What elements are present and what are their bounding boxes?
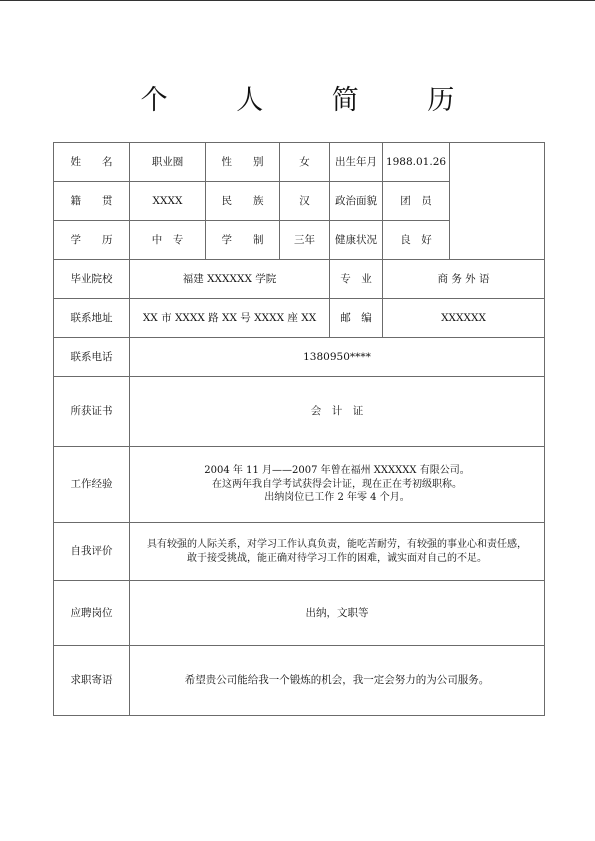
name-value: 职业圈	[130, 143, 206, 182]
row-phone	[54, 338, 545, 377]
page-title: 个 人 简 历	[140, 85, 485, 116]
certificates-label: 所获证书	[54, 377, 130, 447]
phone-label: 联系电话	[54, 338, 130, 377]
certificates-value: 会 计 证	[130, 377, 545, 447]
ethnicity-label: 民 族	[206, 182, 280, 221]
school-value: 福建 XXXXXX 学院	[130, 260, 330, 299]
position-label: 应聘岗位	[54, 581, 130, 646]
ethnicity-value: 汉	[280, 182, 330, 221]
row-position	[54, 581, 545, 646]
address-label: 联系地址	[54, 299, 130, 338]
row-certificates	[54, 377, 545, 447]
self-evaluation-value	[130, 523, 545, 581]
position-value: 出纳，文职等	[130, 581, 545, 646]
self-line: 敢于接受挑战，能正确对待学习工作的困难，诚实面对自己的不足。	[187, 552, 487, 564]
row-job-wish	[54, 646, 545, 716]
name-label: 姓 名	[54, 143, 130, 182]
education-value: 中 专	[130, 221, 206, 260]
row-work-experience	[54, 447, 545, 523]
work-line: 2004 年 11 月——2007 年曾在福州 XXXXXX 有限公司。	[204, 465, 470, 477]
row-address	[54, 299, 545, 338]
politics-value: 团 员	[383, 182, 450, 221]
major-label: 专 业	[330, 260, 383, 299]
photo-cell	[450, 143, 545, 260]
study-years-label: 学 制	[206, 221, 280, 260]
study-years-value: 三年	[280, 221, 330, 260]
postcode-label: 邮 编	[330, 299, 383, 338]
origin-value: XXXX	[130, 182, 206, 221]
phone-value: 1380950****	[130, 338, 545, 377]
row-school	[54, 260, 545, 299]
gender-label: 性 别	[206, 143, 280, 182]
birth-label: 出生年月	[330, 143, 383, 182]
work-experience-value	[130, 447, 545, 523]
health-label: 健康状况	[330, 221, 383, 260]
page-top-rule	[0, 0, 595, 1]
job-wish-value: 希望贵公司能给我一个锻炼的机会，我一定会努力的为公司服务。	[130, 646, 545, 716]
work-line: 出纳岗位已工作 2 年零 4 个月。	[264, 492, 410, 504]
politics-label: 政治面貌	[330, 182, 383, 221]
work-experience-label: 工作经验	[54, 447, 130, 523]
row-basic-1	[54, 143, 545, 182]
school-label: 毕业院校	[54, 260, 130, 299]
gender-value: 女	[280, 143, 330, 182]
self-line: 具有较强的人际关系，对学习工作认真负责，能吃苦耐劳，有较强的事业心和责任感，	[147, 539, 527, 550]
work-line: 在这两年我自学考试获得会计证，现在正在考初级职称。	[212, 478, 462, 490]
job-wish-label: 求职寄语	[54, 646, 130, 716]
row-self-evaluation	[54, 523, 545, 581]
health-value: 良 好	[383, 221, 450, 260]
origin-label: 籍 贯	[54, 182, 130, 221]
address-value: XX 市 XXXX 路 XX 号 XXXX 座 XX	[130, 299, 330, 338]
major-value: 商 务 外 语	[383, 260, 545, 299]
birth-value: 1988.01.26	[383, 143, 450, 182]
postcode-value: XXXXXX	[383, 299, 545, 338]
education-label: 学 历	[54, 221, 130, 260]
self-evaluation-label: 自我评价	[54, 523, 130, 581]
resume-table	[53, 142, 545, 716]
